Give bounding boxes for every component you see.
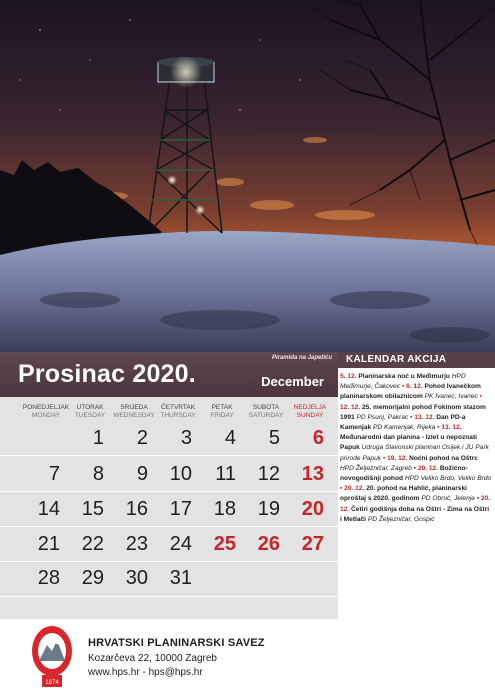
day-cell: 23: [125, 533, 148, 555]
weekday-en: SATURDAY: [248, 412, 284, 419]
event-date: 6. 12.: [406, 383, 423, 391]
day-cell: 4: [224, 427, 236, 449]
weekday-hr: NEDJELJA: [293, 404, 327, 411]
event-date: 12. 12.: [340, 403, 361, 411]
week-divider: [0, 491, 338, 492]
weekday-en: WEDNESDAY: [113, 412, 155, 419]
month-title-en: December: [261, 374, 324, 389]
event-date: 19. 12.: [387, 454, 408, 462]
hps-logo: [30, 623, 74, 689]
svg-text:1874: 1874: [45, 680, 59, 686]
weekday-en: SUNDAY: [296, 412, 324, 419]
day-cell: 16: [125, 498, 148, 520]
day-cell: 28: [37, 567, 60, 589]
event-date: 20. 12.: [417, 464, 439, 472]
day-cell: 11: [215, 463, 236, 485]
week-divider: [0, 561, 338, 562]
event-date: 13. 12.: [441, 424, 462, 432]
event-separator: ▪: [411, 464, 418, 472]
event-date: 5. 12.: [340, 373, 357, 380]
event-date: 20. 12.: [344, 485, 365, 493]
weekday-hr: ČETVRTAK: [160, 404, 196, 411]
day-cell: 18: [213, 498, 236, 520]
weekday-en: TUESDAY: [74, 412, 106, 419]
month-header: [0, 352, 338, 397]
day-cell: 26: [257, 533, 280, 555]
calendar-grid: [0, 397, 338, 619]
day-cell: 14: [37, 498, 60, 520]
day-cell: 12: [257, 463, 280, 485]
day-cell: 1: [92, 427, 104, 449]
day-cell: 20: [301, 498, 324, 520]
weekday-header: [154, 404, 202, 420]
event-separator: ▪: [408, 413, 415, 421]
day-cell: 6: [312, 427, 324, 449]
event-separator: ▪: [340, 485, 345, 493]
events-header: [338, 352, 495, 368]
month-title-hr: Prosinac 2020.: [18, 360, 196, 388]
event-organizer: PD Željezničar, Gospić: [367, 515, 435, 523]
events-title: KALENDAR AKCIJA: [346, 354, 447, 365]
weekday-hr: SUBOTA: [252, 404, 280, 411]
day-cell: 31: [169, 567, 192, 589]
event-organizer: HPD Veliko Brdo, Veliko Brdo: [404, 475, 492, 483]
event-separator: ▪: [381, 454, 388, 462]
event-title: Pohod Ivanečkom planinarskom obilaznicom: [340, 383, 481, 401]
weekday-hr: SRIJEDA: [120, 404, 148, 411]
events-paragraph: [340, 372, 492, 525]
weekday-en: THURSDAY: [160, 412, 196, 419]
event-title: Međunarodni dan planina - Izlet u nepoznati Papuk: [340, 434, 478, 452]
day-cell: 15: [81, 498, 104, 520]
event-organizer: HPD Željezničar, Zagreb: [340, 464, 412, 472]
day-cell: 5: [268, 427, 280, 449]
events-list: [340, 372, 492, 525]
week-divider: [0, 455, 338, 456]
day-cell: 2: [136, 427, 148, 449]
event-organizer: PD Kamenjak, Rijeka: [373, 424, 436, 432]
day-cell: 19: [257, 498, 280, 520]
event-title: Božićno-novogodišnji pohod: [340, 464, 468, 483]
event-title: Četiri godišnja doba na Oštri - Zima na Oštri i Metlači: [340, 505, 490, 523]
photo-caption: Piramida na Japetiću: [271, 355, 332, 361]
day-cell: 8: [92, 463, 104, 485]
day-cell: 24: [169, 533, 192, 555]
day-cell: 22: [81, 533, 104, 555]
weekday-header: [286, 404, 334, 420]
event-organizer: Udruga Slavonski planinari Osijek i JU Park prirode Papuk: [340, 444, 489, 462]
event-separator: ▪: [400, 383, 407, 391]
event-title: Planinarska noć u Međimurju: [358, 373, 450, 380]
event-title: Noćni pohod na Oštrc: [409, 454, 478, 462]
event-separator: ▪: [474, 495, 481, 503]
weekday-header: [66, 404, 114, 420]
event-date: 20. 12.: [340, 495, 491, 513]
weekday-en: MONDAY: [31, 412, 61, 419]
day-cell: 25: [213, 533, 236, 555]
day-cell: 7: [48, 463, 60, 485]
event-title: 20. pohod na Hahlić, planinarski oproštaj s 2020. godinom: [340, 485, 467, 503]
day-cell: 13: [301, 463, 324, 485]
weekday-header: [242, 404, 290, 420]
day-cell: 30: [125, 567, 148, 589]
weekday-header: [22, 404, 70, 420]
day-cell: 3: [180, 427, 192, 449]
event-organizer: PD Obruč, Jelenje: [421, 495, 475, 503]
org-website[interactable]: www.hps.hr - hps@hps.hr: [88, 667, 203, 678]
event-title: Dan PD-a Kamenjak: [340, 413, 466, 432]
event-organizer: PK Ivanec, Ivanec: [424, 393, 478, 401]
day-cell: 27: [301, 533, 324, 555]
weekday-header: [198, 404, 246, 420]
org-address: Kozarčeva 22, 10000 Zagreb: [88, 653, 217, 664]
weekday-hr: PONEDJELJAK: [22, 404, 70, 411]
week-divider: [0, 526, 338, 527]
day-cell: 17: [169, 498, 192, 520]
weekday-en: FRIDAY: [210, 412, 234, 419]
weekday-header: [110, 404, 158, 420]
week-divider: [0, 596, 338, 597]
day-cell: 29: [81, 567, 104, 589]
day-cell: 10: [169, 463, 192, 485]
day-cell: 9: [136, 463, 148, 485]
event-organizer: PD Psunj, Pakrac: [356, 413, 409, 421]
org-name: HRVATSKI PLANINARSKI SAVEZ: [88, 637, 265, 649]
event-separator: ▪: [477, 393, 482, 401]
event-date: 13. 12.: [414, 413, 435, 421]
day-cell: 21: [37, 533, 60, 555]
event-title: 25. memorijalni pohod Fokinom stazom 1991: [340, 403, 486, 421]
event-separator: ▪: [435, 424, 442, 432]
weekday-hr: PETAK: [211, 404, 233, 411]
weekday-hr: UTORAK: [76, 404, 104, 411]
event-organizer: HPD Međimurje, Čakovec: [340, 373, 466, 391]
